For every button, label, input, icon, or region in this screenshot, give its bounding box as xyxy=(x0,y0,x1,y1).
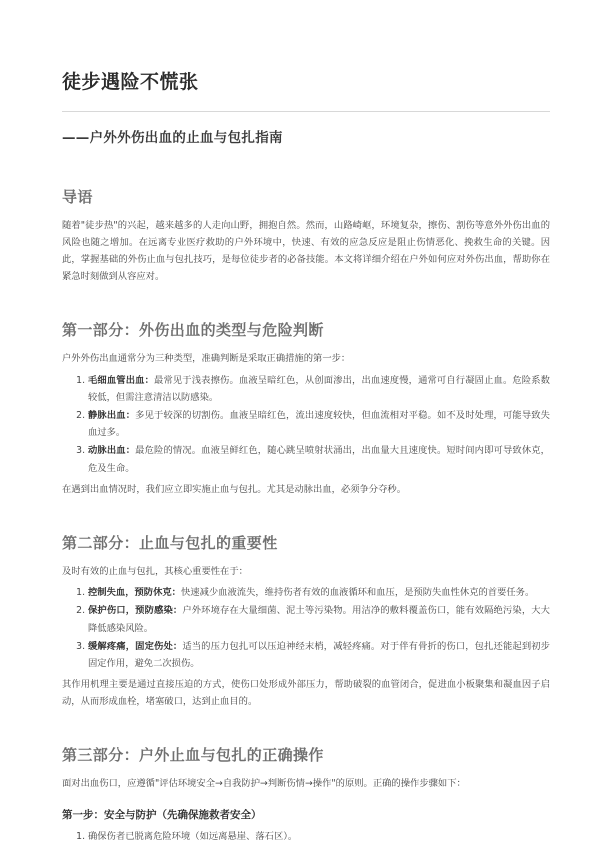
list-item-text: 户外环境存在大量细菌、泥土等污染物。用洁净的敷料覆盖伤口，能有效隔绝污染，大大降低感染风险。 xyxy=(88,605,550,634)
title-divider xyxy=(62,111,550,112)
part-3-intro: 面对出血伤口，应遵循"评估环境安全→自我防护→判断伤情→操作"的原则。正确的操作步骤如下： xyxy=(62,778,466,790)
section-heading-part-1: 第一部分：外伤出血的类型与危险判断 xyxy=(62,321,324,340)
part-2-list xyxy=(62,584,550,672)
list-item-lead: 毛细血管出血： xyxy=(88,374,155,386)
part-1-closing: 在遇到出血情况时，我们应立即实施止血与包扎。尤其是动脉出血，必须争分夺秒。 xyxy=(62,483,406,495)
list-item-lead: 缓解疼痛，固定伤处： xyxy=(88,640,183,652)
part-1-intro: 户外外伤出血通常分为三种类型，准确判断是采取正确措施的第一步： xyxy=(62,353,351,365)
list-item-text: 快速减少血液流失，维持伤者有效的血液循环和血压，是预防失血性休克的首要任务。 xyxy=(180,587,535,599)
list-item xyxy=(88,638,550,672)
subsection-heading-step-1: 第一步：安全与防护（先确保施救者安全） xyxy=(62,808,262,821)
part-1-list xyxy=(62,372,550,477)
list-item-lead: 动脉出血： xyxy=(88,445,136,457)
list-item-lead: 保护伤口，预防感染： xyxy=(88,605,183,617)
list-item-lead: 静脉出血： xyxy=(88,410,136,421)
part-2-closing: 其作用机理主要是通过直接压迫的方式，使伤口处形成外部压力，帮助破裂的血管闭合，促进血小板聚集和凝血因子启动，从而形成血栓，堵塞破口，达到止血目的。 xyxy=(62,679,550,708)
list-item xyxy=(88,442,550,476)
list-item xyxy=(88,372,550,406)
intro-paragraph: 随着"徒步热"的兴起，越来越多的人走向山野，拥抱自然。然而，山路崎岖，环境复杂，擦伤、割伤等意外外伤出血的风险也随之增加。在远离专业医疗救助的户外环境中，快速、有效的应急反应是阻止伤情恶化、挽救生命的关键。因此，掌握基础的外伤止血与包扎技巧，是每位徒步者的必备技能。本文将详细介绍在户外如何应对外伤出血，帮助你在紧急时刻做到从容应对。 xyxy=(62,219,550,283)
list-item-text: 多见于较深的切割伤。血液呈暗红色，流出速度较快，但血流相对平稳。如不及时处理，可能导致失血过多。 xyxy=(88,410,550,439)
list-item-lead: 控制失血，预防休克： xyxy=(88,587,181,599)
list-item-text: 确保伤者已脱离危险环境（如远离悬崖、落石区）。 xyxy=(88,830,298,842)
list-item-text: 适当的压力包扎可以压迫神经末梢，减轻疼痛。对于伴有骨折的伤口，包扎还能起到初步固定作用，避免二次损伤。 xyxy=(88,640,550,669)
list-item xyxy=(88,602,550,636)
section-heading-part-3: 第三部分：户外止血与包扎的正确操作 xyxy=(62,746,324,765)
section-heading-part-2: 第二部分：止血与包扎的重要性 xyxy=(62,533,278,552)
list-item xyxy=(88,407,550,441)
part-2-intro: 及时有效的止血与包扎，其核心重要性在于： xyxy=(62,565,248,577)
section-heading-intro: 导语 xyxy=(62,187,93,206)
list-item xyxy=(88,584,550,601)
list-item-text: 最危险的情况。血液呈鲜红色，随心跳呈喷射状涌出，出血量大且速度快。短时间内即可导致休克，危及生命。 xyxy=(88,445,550,474)
list-item-text: 最常见于浅表擦伤。血液呈暗红色，从创面渗出，出血速度慢，通常可自行凝固止血。危险系数较低，但需注意清洁以防感染。 xyxy=(88,374,550,403)
page-title: 徒步遇险不慌张 xyxy=(62,71,199,93)
part-3-step-1-list xyxy=(62,828,550,845)
list-item xyxy=(88,828,550,845)
page-subtitle: ——户外外伤出血的止血与包扎指南 xyxy=(62,129,283,146)
